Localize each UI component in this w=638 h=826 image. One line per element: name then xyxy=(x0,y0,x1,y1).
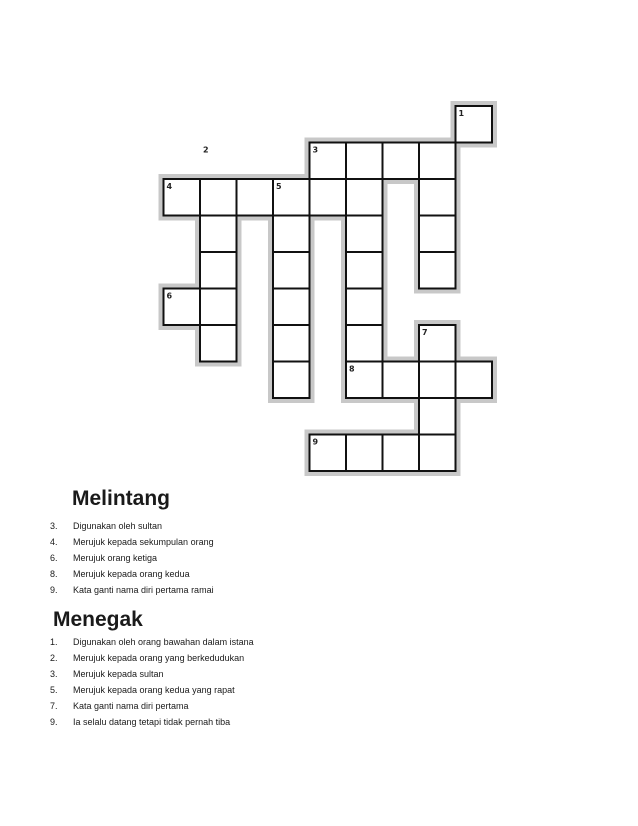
across-clue xyxy=(50,534,590,550)
cell-number-label: 9 xyxy=(312,437,319,447)
down-clue xyxy=(50,682,590,698)
down-heading: Menegak xyxy=(53,608,143,631)
cell-number-label: 1 xyxy=(458,109,465,118)
clue-number: 3. xyxy=(50,669,58,679)
crossword-cell[interactable] xyxy=(273,325,310,362)
clue-text: Digunakan oleh orang bawahan dalam istana xyxy=(73,637,254,647)
clue-text: Merujuk kepada orang kedua xyxy=(73,569,190,579)
crossword-cell[interactable] xyxy=(419,398,456,435)
crossword-cell[interactable] xyxy=(419,216,456,253)
clue-number: 2. xyxy=(50,653,58,663)
cell-number-label: 3 xyxy=(312,145,319,155)
down-clue xyxy=(50,698,590,714)
clue-number: 4. xyxy=(50,537,58,547)
crossword-cell[interactable] xyxy=(346,435,383,472)
clue-number: 6. xyxy=(50,553,58,563)
cell-number-label: 8 xyxy=(349,364,355,374)
grid-cells xyxy=(164,106,493,471)
clue-text: Merujuk kepada sekumpulan orang xyxy=(73,537,214,547)
crossword-cell[interactable] xyxy=(273,362,310,399)
crossword-cell[interactable] xyxy=(200,325,237,362)
cell-number-label: 6 xyxy=(166,291,173,301)
crossword-cell[interactable] xyxy=(273,216,310,253)
crossword-cell[interactable] xyxy=(200,216,237,253)
crossword-cell[interactable] xyxy=(419,179,456,216)
crossword-cell[interactable] xyxy=(273,252,310,289)
down-clue xyxy=(50,666,590,682)
crossword-cell[interactable] xyxy=(200,179,237,216)
clue-text: Kata ganti nama diri pertama xyxy=(73,701,189,711)
across-clue xyxy=(50,582,590,598)
crossword-cell[interactable] xyxy=(456,362,493,399)
crossword-cell[interactable] xyxy=(383,435,420,472)
crossword-cell[interactable] xyxy=(346,143,383,180)
clue-number: 7. xyxy=(50,701,58,711)
across-clue xyxy=(50,518,590,534)
across-clue xyxy=(50,550,590,566)
crossword-cell[interactable] xyxy=(346,325,383,362)
down-clue-list xyxy=(50,634,590,730)
crossword-cell[interactable] xyxy=(346,252,383,289)
cell-number-label: 5 xyxy=(276,182,282,191)
cell-number-label: 2 xyxy=(203,145,209,155)
across-clue xyxy=(50,566,590,582)
clue-text: Digunakan oleh sultan xyxy=(73,521,163,531)
crossword-cell[interactable] xyxy=(273,289,310,326)
crossword-cell[interactable] xyxy=(419,435,456,472)
cell-number-label: 4 xyxy=(166,182,173,191)
clue-text: Kata ganti nama diri pertama ramai xyxy=(73,585,214,595)
clue-number: 9. xyxy=(50,717,58,727)
across-clue-list xyxy=(50,518,590,598)
across-heading: Melintang xyxy=(72,487,170,510)
clue-text: Merujuk kepada orang kedua yang rapat xyxy=(73,685,235,695)
crossword-cell[interactable] xyxy=(419,362,456,399)
clue-number: 9. xyxy=(50,585,58,595)
crossword-cell[interactable] xyxy=(346,179,383,216)
down-clue xyxy=(50,650,590,666)
clue-text: Ia selalu datang tetapi tidak pernah tiba xyxy=(73,717,231,727)
clue-number: 8. xyxy=(50,569,58,579)
crossword-cell[interactable] xyxy=(419,143,456,180)
cell-number-label: 7 xyxy=(422,328,428,337)
crossword-cell[interactable] xyxy=(237,179,274,216)
down-clue xyxy=(50,634,590,650)
clue-number: 5. xyxy=(50,685,58,695)
crossword-cell[interactable] xyxy=(346,216,383,253)
clue-number: 3. xyxy=(50,521,58,531)
crossword-cell[interactable] xyxy=(310,179,347,216)
crossword-cell[interactable] xyxy=(346,289,383,326)
clue-text: Merujuk kepada sultan xyxy=(73,669,164,679)
crossword-cell[interactable] xyxy=(200,289,237,326)
clue-number: 1. xyxy=(50,637,58,647)
down-clue xyxy=(50,714,590,730)
clue-text: Merujuk orang ketiga xyxy=(73,553,158,563)
crossword-cell[interactable] xyxy=(419,252,456,289)
crossword-cell[interactable] xyxy=(200,252,237,289)
crossword-cell[interactable] xyxy=(383,362,420,399)
crossword-cell[interactable] xyxy=(383,143,420,180)
clue-text: Merujuk kepada orang yang berkedudukan xyxy=(73,653,245,663)
